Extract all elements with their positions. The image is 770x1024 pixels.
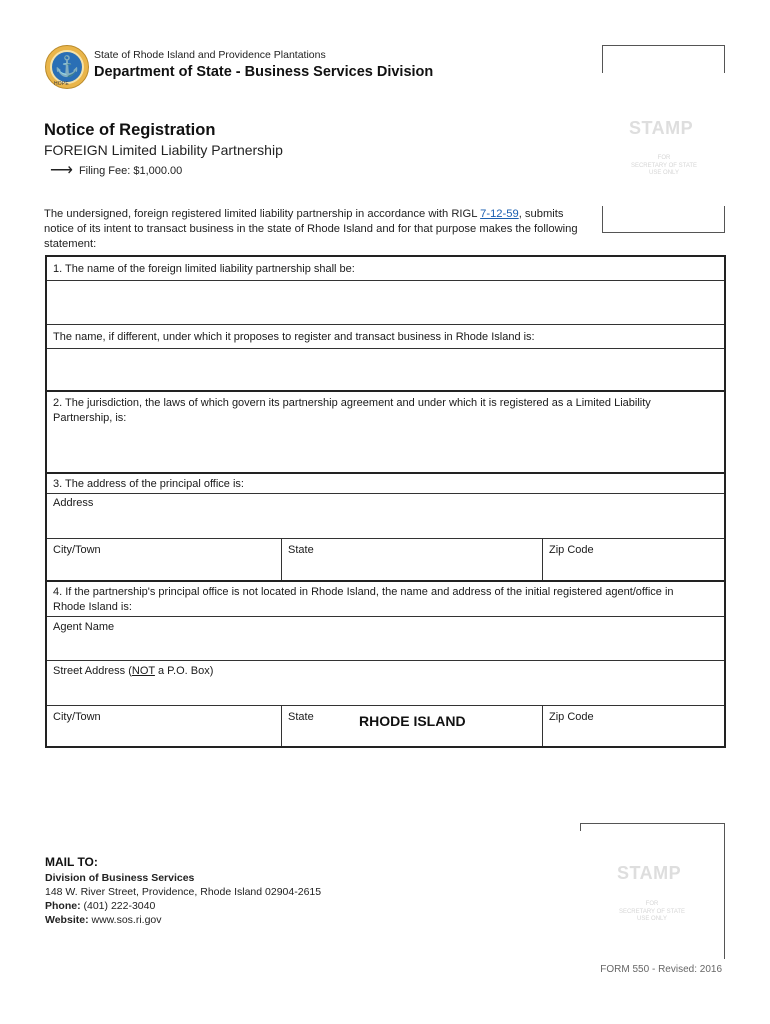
stamp-title-top: STAMP: [629, 118, 694, 138]
intro-paragraph: [44, 207, 592, 252]
mail-division: Division of Business Services: [45, 872, 195, 884]
page-subtitle: FOREIGN Limited Liability Partnership: [44, 142, 283, 158]
q4-zip-label: Zip Code: [549, 711, 594, 723]
intro-text-2: , submits notice of its intent to transact business in the state of Rhode Island and for that purpose makes the following statement:: [44, 208, 578, 250]
mail-to-block: [45, 855, 321, 927]
q3-city-state-zip-row: [47, 539, 724, 582]
q1-input-field[interactable]: [47, 281, 724, 325]
q3-label-row: [47, 474, 724, 494]
department-name: Department of State - Business Services Division: [94, 64, 434, 80]
q4-state-value: RHODE ISLAND: [359, 713, 466, 729]
q3-city-field[interactable]: [47, 539, 281, 580]
stamp-sub-top-line3: USE ONLY: [649, 170, 679, 176]
q4-street-label-b: a P.O. Box): [154, 665, 214, 677]
mail-phone-value: (401) 222-3040: [80, 900, 156, 912]
q3-zip-field[interactable]: [542, 539, 724, 580]
q4-state-field[interactable]: [281, 706, 542, 746]
q4-street-label-not: NOT: [131, 665, 155, 677]
stamp-top-left-edge-lower: [602, 206, 603, 233]
q4-city-label: City/Town: [53, 711, 101, 723]
stamp-sub-bottom: [606, 901, 698, 924]
q4-city-state-zip-row: [47, 706, 724, 746]
q1b-label: The name, if different, under which it proposes to register and transact business in Rhode Island is:: [53, 331, 535, 343]
registration-form: [45, 255, 726, 748]
q3-zip-label: Zip Code: [549, 544, 594, 556]
mail-phone-label: Phone:: [45, 900, 81, 912]
q1b-input-field[interactable]: [47, 349, 724, 392]
filing-fee-text: Filing Fee: $1,000.00: [78, 165, 183, 177]
stamp-top-left-edge-upper: [602, 45, 603, 73]
q4-street-field[interactable]: [47, 661, 724, 706]
page-title: Notice of Registration: [44, 121, 216, 139]
q4-label-row: [47, 582, 724, 617]
q1b-label-row: [47, 325, 724, 349]
q1-label: 1. The name of the foreign limited liability partnership shall be:: [53, 263, 355, 275]
stamp-sub-bottom-line2: SECRETARY OF STATE: [618, 908, 686, 915]
mail-phone: [45, 899, 321, 913]
intro-text-1: The undersigned, foreign registered limited liability partnership in accordance with RIGL: [44, 208, 481, 220]
stamp-sub-top-line2: SECRETARY OF STATE: [630, 162, 698, 169]
q4-agent-field[interactable]: [47, 617, 724, 661]
q4-state-label: State: [288, 711, 314, 723]
arrow-right-icon: ⟶: [50, 162, 73, 179]
q3-address-field[interactable]: [47, 494, 724, 539]
stamp-sub-bottom-line3: USE ONLY: [637, 916, 667, 922]
stamp-sub-bottom-line1: FOR: [645, 901, 659, 907]
q4-street-label-a: Street Address (: [53, 665, 132, 677]
q3-address-label: Address: [53, 497, 94, 509]
mail-website-value: www.sos.ri.gov: [88, 914, 162, 926]
mail-website: [45, 913, 321, 927]
seal-word: HOPE: [54, 81, 69, 87]
q3-state-label: State: [288, 544, 314, 556]
seal-inner: [50, 50, 84, 84]
form-number: FORM 550 - Revised: 2016: [600, 964, 722, 975]
q4-agent-label: Agent Name: [53, 621, 115, 633]
stamp-bottom-left-edge: [580, 823, 581, 831]
state-name: State of Rhode Island and Providence Plantations: [94, 49, 326, 61]
stamp-sub-top-line1: FOR: [657, 155, 671, 161]
stamp-area-bottom: [580, 823, 725, 959]
mail-to-title: MAIL TO:: [45, 855, 98, 869]
q4-street-label: [53, 664, 213, 679]
stamp-area-top: [602, 45, 725, 233]
stamp-title-bottom: STAMP: [617, 863, 682, 883]
q3-label: 3. The address of the principal office is:: [53, 478, 244, 490]
q3-city-label: City/Town: [53, 544, 101, 556]
q3-state-field[interactable]: [281, 539, 542, 580]
anchor-icon: ⚓: [54, 56, 80, 78]
stamp-top-right-gap: [723, 73, 727, 206]
q2-label: 2. The jurisdiction, the laws of which govern its partnership agreement and under which it is registered as a Limited Liability Partnership, is:: [53, 397, 651, 424]
stamp-sub-top: [618, 155, 710, 178]
state-seal-icon: [45, 45, 89, 89]
q4-city-field[interactable]: [47, 706, 281, 746]
rigl-link[interactable]: 7-12-59: [480, 208, 519, 220]
mail-website-label: Website:: [45, 914, 89, 926]
filing-fee: [50, 162, 183, 179]
q4-zip-field[interactable]: [542, 706, 724, 746]
q2-input-field[interactable]: [47, 392, 724, 474]
q4-label: 4. If the partnership's principal office is not located in Rhode Island, the name and address of the initial registered agent/office in Rhode Island is:: [53, 586, 674, 613]
mail-address: 148 W. River Street, Providence, Rhode Island 02904-2615: [45, 886, 322, 898]
q1-label-row: [47, 257, 724, 281]
